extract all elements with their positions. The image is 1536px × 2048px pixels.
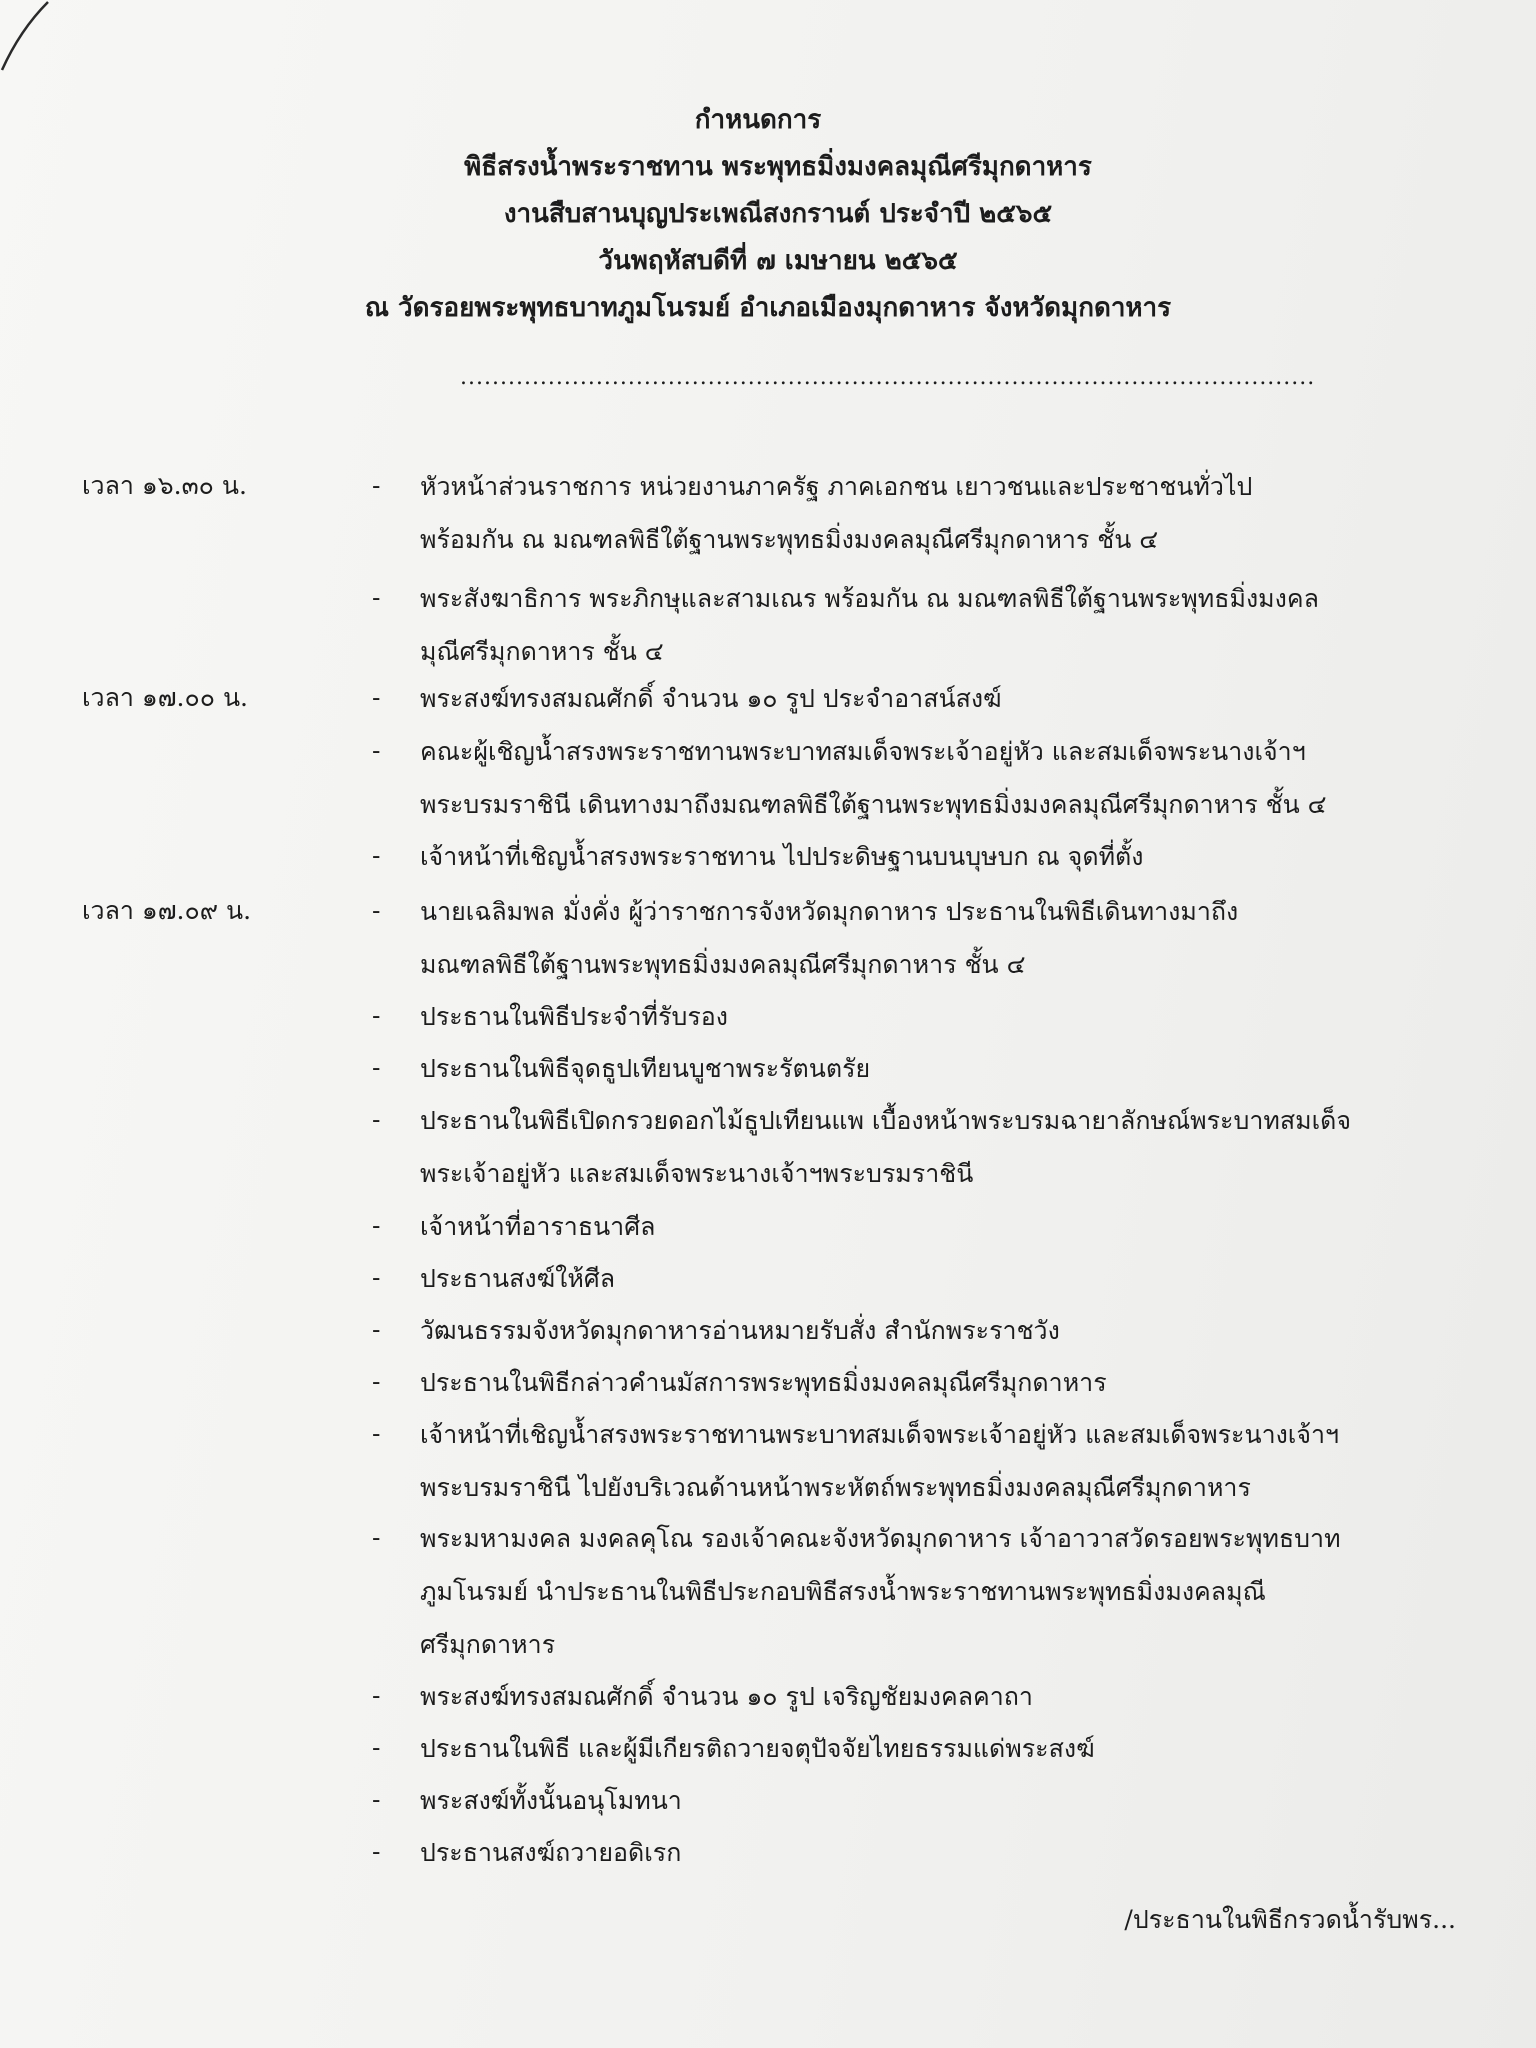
agenda-text-line: ประธานสงฆ์ถวายอดิเรก	[420, 1838, 682, 1867]
agenda-text-line: ประธานในพิธี และผู้มีเกียรติถวายจตุปัจจัยไทยธรรมแด่พระสงฆ์	[420, 1734, 1095, 1763]
agenda-text-line: พระสงฆ์ทรงสมณศักดิ์ จำนวน ๑๐ รูป เจริญชัยมงคลคาถา	[420, 1682, 1033, 1711]
agenda-text-line: พระบรมราชินี ไปยังบริเวณด้านหน้าพระหัตถ์พระพุทธมิ่งมงคลมุณีศรีมุกดาหาร	[420, 1473, 1251, 1502]
header-ceremony: พิธีสรงน้ำพระราชทาน พระพุทธมิ่งมงคลมุณีศรีมุกดาหาร	[464, 152, 1092, 182]
agenda-text	[420, 460, 1440, 566]
bullet-dash: -	[372, 1367, 381, 1396]
agenda-text-line: หัวหน้าส่วนราชการ หน่วยงานภาครัฐ ภาคเอกชน เยาวชนและประชาชนทั่วไป	[420, 472, 1253, 501]
agenda-text-line: เจ้าหน้าที่อาราธนาศีล	[420, 1212, 656, 1241]
bullet-dash: -	[372, 1681, 381, 1710]
agenda-text	[420, 1200, 1440, 1253]
agenda-text-line: เจ้าหน้าที่เชิญน้ำสรงพระราชทานพระบาทสมเด็จพระเจ้าอยู่หัว และสมเด็จพระนางเจ้าฯ	[420, 1420, 1340, 1449]
agenda-text	[420, 572, 1440, 678]
bullet-dash: -	[372, 1001, 381, 1030]
agenda-text	[420, 885, 1440, 991]
agenda-text	[420, 1670, 1440, 1723]
agenda-text	[420, 1252, 1440, 1305]
agenda-text	[420, 1512, 1440, 1671]
agenda-text	[420, 1356, 1440, 1409]
agenda-text-line: มณฑลพิธีใต้ฐานพระพุทธมิ่งมงคลมุณีศรีมุกดาหาร ชั้น ๔	[420, 950, 1026, 979]
agenda-text	[420, 725, 1440, 831]
agenda-text-line: พระสังฆาธิการ พระภิกษุและสามเณร พร้อมกัน ณ มณฑลพิธีใต้ฐานพระพุทธมิ่งมงคล	[420, 584, 1319, 613]
pen-stroke-mark	[0, 0, 70, 80]
agenda-text-line: พระมหามงคล มงคลคุโณ รองเจ้าคณะจังหวัดมุกดาหาร เจ้าอาวาสวัดรอยพระพุทธบาท	[420, 1524, 1341, 1553]
agenda-text	[420, 1722, 1440, 1775]
agenda-text-line: ภูมโนรมย์ นำประธานในพิธีประกอบพิธีสรงน้ำพระราชทานพระพุทธมิ่งมงคลมุณี	[420, 1577, 1266, 1606]
agenda-text	[420, 830, 1440, 883]
agenda-time: เวลา ๑๖.๓๐ น.	[82, 471, 247, 500]
bullet-dash: -	[372, 1523, 381, 1552]
agenda-text	[420, 1094, 1440, 1200]
bullet-dash: -	[372, 683, 381, 712]
bullet-dash: -	[372, 1053, 381, 1082]
agenda-text-line: วัฒนธรรมจังหวัดมุกดาหารอ่านหมายรับสั่ง สำนักพระราชวัง	[420, 1316, 1060, 1345]
dotted-separator: ...........................................................................................................	[460, 365, 1316, 390]
agenda-text	[420, 1042, 1440, 1095]
bullet-dash: -	[372, 736, 381, 765]
bullet-dash: -	[372, 1315, 381, 1344]
bullet-dash: -	[372, 896, 381, 925]
bullet-dash: -	[372, 1263, 381, 1292]
bullet-dash: -	[372, 1105, 381, 1134]
continuation-note: /ประธานในพิธีกรวดน้ำรับพร...	[1124, 1905, 1456, 1934]
bullet-dash: -	[372, 471, 381, 500]
bullet-dash: -	[372, 583, 381, 612]
header-date: วันพฤหัสบดีที่ ๗ เมษายน ๒๕๖๕	[598, 246, 958, 276]
agenda-text-line: คณะผู้เชิญน้ำสรงพระราชทานพระบาทสมเด็จพระเจ้าอยู่หัว และสมเด็จพระนางเจ้าฯ	[420, 737, 1306, 766]
header-title: กำหนดการ	[694, 105, 822, 135]
agenda-text	[420, 1304, 1440, 1357]
agenda-text-line: ประธานในพิธีกล่าวคำนมัสการพระพุทธมิ่งมงคลมุณีศรีมุกดาหาร	[420, 1368, 1107, 1397]
agenda-text-line: มุณีศรีมุกดาหาร ชั้น ๔	[420, 637, 664, 666]
header-event: งานสืบสานบุญประเพณีสงกรานต์ ประจำปี ๒๕๖๕	[503, 199, 1053, 229]
document-header	[0, 100, 1536, 335]
agenda-text	[420, 1408, 1440, 1514]
bullet-dash: -	[372, 1785, 381, 1814]
agenda-time: เวลา ๑๗.๐๐ น.	[82, 683, 249, 712]
agenda-text-line: ประธานสงฆ์ให้ศีล	[420, 1264, 616, 1293]
bullet-dash: -	[372, 1211, 381, 1240]
bullet-dash: -	[372, 1419, 381, 1448]
bullet-dash: -	[372, 1837, 381, 1866]
bullet-dash: -	[372, 841, 381, 870]
agenda-text-line: พร้อมกัน ณ มณฑลพิธีใต้ฐานพระพุทธมิ่งมงคลมุณีศรีมุกดาหาร ชั้น ๔	[420, 525, 1159, 554]
agenda-text-line: พระสงฆ์ทั้งนั้นอนุโมทนา	[420, 1786, 682, 1815]
agenda-text-line: เจ้าหน้าที่เชิญน้ำสรงพระราชทาน ไปประดิษฐานบนบุษบก ณ จุดที่ตั้ง	[420, 842, 1144, 871]
header-location: ณ วัดรอยพระพุทธบาทภูมโนรมย์ อำเภอเมืองมุกดาหาร จังหวัดมุกดาหาร	[364, 293, 1172, 323]
agenda-text-line: พระเจ้าอยู่หัว และสมเด็จพระนางเจ้าฯพระบรมราชินี	[420, 1159, 974, 1188]
agenda-text-line: ประธานในพิธีประจำที่รับรอง	[420, 1002, 728, 1031]
agenda-text	[420, 672, 1440, 725]
agenda-text	[420, 1826, 1440, 1879]
agenda-time: เวลา ๑๗.๐๙ น.	[82, 896, 252, 925]
bullet-dash: -	[372, 1733, 381, 1762]
agenda-text-line: พระบรมราชินี เดินทางมาถึงมณฑลพิธีใต้ฐานพระพุทธมิ่งมงคลมุณีศรีมุกดาหาร ชั้น ๔	[420, 790, 1327, 819]
agenda-text-line: ศรีมุกดาหาร	[420, 1630, 556, 1659]
agenda-text-line: นายเฉลิมพล มั่งคั่ง ผู้ว่าราชการจังหวัดมุกดาหาร ประธานในพิธีเดินทางมาถึง	[420, 897, 1239, 926]
agenda-text	[420, 990, 1440, 1043]
agenda-text-line: ประธานในพิธีเปิดกรวยดอกไม้ธูปเทียนแพ เบื้องหน้าพระบรมฉายาลักษณ์พระบาทสมเด็จ	[420, 1106, 1352, 1135]
agenda-text-line: พระสงฆ์ทรงสมณศักดิ์ จำนวน ๑๐ รูป ประจำอาสน์สงฆ์	[420, 684, 1002, 713]
agenda-text-line: ประธานในพิธีจุดธูปเทียนบูชาพระรัตนตรัย	[420, 1054, 871, 1083]
agenda-text	[420, 1774, 1440, 1827]
